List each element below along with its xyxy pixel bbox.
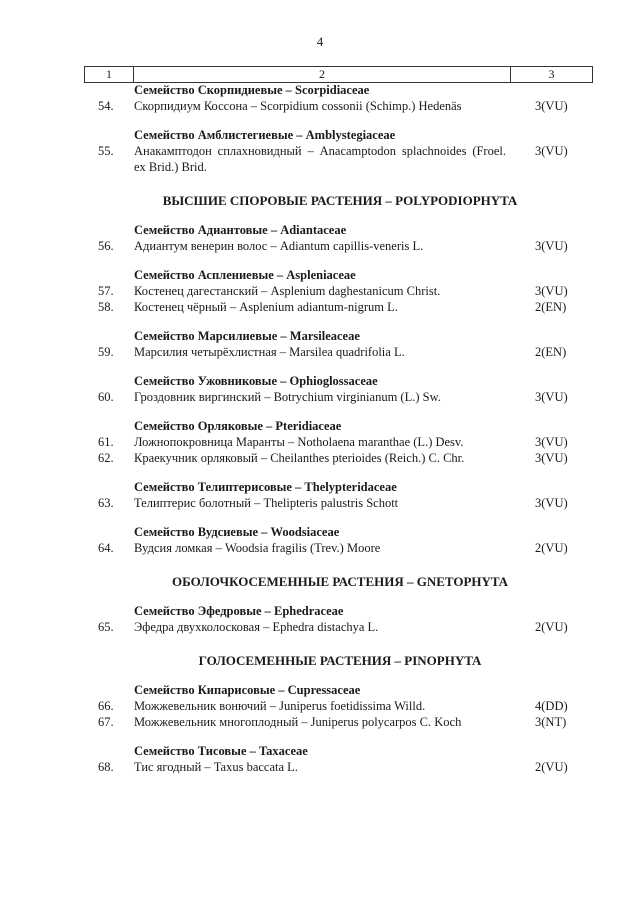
conservation-status: 3(VU) <box>535 451 568 465</box>
page-number: 4 <box>316 34 324 49</box>
conservation-status: 2(VU) <box>535 620 568 634</box>
species-number: 58. <box>98 300 114 314</box>
species-name: Скорпидиум Коссона – Scorpidium cossonii (Schimp.) Hedenäs <box>134 99 462 113</box>
family-heading: Семейство Эфедровые – Ephedraceae <box>134 604 344 618</box>
species-row <box>0 98 640 114</box>
family-heading: Семейство Адиантовые – Adiantaceae <box>134 223 347 237</box>
table-header <box>84 66 593 83</box>
division-heading: ГОЛОСЕМЕННЫЕ РАСТЕНИЯ – PINOPHYTA <box>198 653 482 668</box>
family-heading: Семейство Амблистегиевые – Amblystegiaceae <box>134 128 396 142</box>
family-heading: Семейство Вудсиевые – Woodsiaceae <box>134 525 340 539</box>
species-row <box>0 283 640 299</box>
species-number: 60. <box>98 390 114 404</box>
species-name: Можжевельник вонючий – Juniperus foetidissima Willd. <box>134 699 426 713</box>
species-number: 67. <box>98 715 114 729</box>
family-heading: Семейство Марсилиевые – Marsileaceae <box>134 329 360 343</box>
conservation-status: 3(VU) <box>535 144 568 158</box>
species-row <box>0 495 640 511</box>
species-name: Адиантум венерин волос – Adiantum capillis-veneris L. <box>134 239 424 253</box>
species-row <box>0 434 640 450</box>
species-row <box>0 698 640 714</box>
family-heading: Семейство Телиптерисовые – Thelypteridaceae <box>134 480 397 494</box>
species-row <box>0 619 640 635</box>
species-number: 57. <box>98 284 114 298</box>
species-number: 63. <box>98 496 114 510</box>
conservation-status: 2(VU) <box>535 760 568 774</box>
conservation-status: 3(VU) <box>535 284 568 298</box>
division-heading: ВЫСШИЕ СПОРОВЫЕ РАСТЕНИЯ – POLYPODIOPHYTA <box>162 193 518 208</box>
species-number: 54. <box>98 99 114 113</box>
conservation-status: 2(EN) <box>535 300 567 314</box>
family-heading: Семейство Тисовые – Taxaceae <box>134 744 308 758</box>
species-number: 68. <box>98 760 114 774</box>
species-row <box>0 299 640 315</box>
family-heading: Семейство Скорпидиевые – Scorpidiaceae <box>134 83 370 97</box>
species-number: 62. <box>98 451 114 465</box>
species-row <box>0 450 640 466</box>
species-name: Краекучник орляковый – Cheilanthes pterioides (Reich.) C. Chr. <box>134 451 465 465</box>
species-number: 56. <box>98 239 114 253</box>
species-name: Гроздовник виргинский – Botrychium virginianum (L.) Sw. <box>134 390 441 404</box>
division-heading: ОБОЛОЧКОСЕМЕННЫЕ РАСТЕНИЯ – GNETOPHYTA <box>172 574 508 589</box>
conservation-status: 3(VU) <box>535 496 568 510</box>
family-heading: Семейство Асплениевые – Aspleniaceae <box>134 268 356 282</box>
species-name: Анакамптодон сплахновидный – Anacamptodon splachnoides (Froel. ex Brid.) Brid. <box>134 144 506 174</box>
species-name: Костенец дагестанский – Asplenium daghestanicum Christ. <box>134 284 441 298</box>
species-name: Можжевельник многоплодный – Juniperus polycarpos C. Koch <box>134 715 462 729</box>
conservation-status: 3(VU) <box>535 239 568 253</box>
conservation-status: 3(VU) <box>535 390 568 404</box>
species-name: Ложнопокровница Маранты – Notholaena maranthae (L.) Desv. <box>134 435 464 449</box>
family-heading: Семейство Кипарисовые – Cupressaceae <box>134 683 361 697</box>
species-number: 59. <box>98 345 114 359</box>
species-row <box>0 389 640 405</box>
species-row <box>0 344 640 360</box>
species-number: 55. <box>98 144 114 158</box>
species-row <box>0 540 640 556</box>
species-row <box>0 143 640 175</box>
species-number: 64. <box>98 541 114 555</box>
header-col-3: 3 <box>548 67 555 81</box>
conservation-status: 3(NT) <box>535 715 567 729</box>
species-number: 65. <box>98 620 114 634</box>
species-name: Тис ягодный – Taxus baccata L. <box>134 760 298 774</box>
conservation-status: 2(EN) <box>535 345 567 359</box>
header-col-2: 2 <box>134 67 511 82</box>
species-list <box>0 82 640 775</box>
species-number: 61. <box>98 435 114 449</box>
family-heading: Семейство Ужовниковые – Ophioglossaceae <box>134 374 378 388</box>
species-name: Эфедра двухколосковая – Ephedra distachya L. <box>134 620 379 634</box>
header-col-1: 1 <box>85 67 134 82</box>
species-name: Вудсия ломкая – Woodsia fragilis (Trev.) Moore <box>134 541 381 555</box>
conservation-status: 2(VU) <box>535 541 568 555</box>
family-heading: Семейство Орляковые – Pteridiaceae <box>134 419 342 433</box>
species-name: Марсилия четырёхлистная – Marsilea quadrifolia L. <box>134 345 405 359</box>
species-name: Костенец чёрный – Asplenium adiantum-nigrum L. <box>134 300 398 314</box>
species-row <box>0 238 640 254</box>
species-number: 66. <box>98 699 114 713</box>
conservation-status: 3(VU) <box>535 435 568 449</box>
species-row <box>0 714 640 730</box>
conservation-status: 4(DD) <box>535 699 568 713</box>
species-row <box>0 759 640 775</box>
conservation-status: 3(VU) <box>535 99 568 113</box>
species-name: Телиптерис болотный – Thelipteris palustris Schott <box>134 496 399 510</box>
